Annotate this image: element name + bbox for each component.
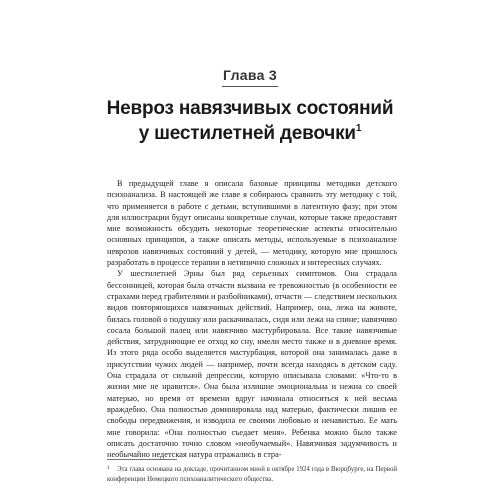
footnote-reference: 1 <box>355 123 362 134</box>
paragraph-2: У шестилетней Эрны был ряд серьезных симптомов. Она страдала бессонницей, которая была отчасти вызвана ее тревожностью (в особенности ее страхами перед грабителями и разбойниками), отчасти — следствием нескольких видов повторяющихся навязчивых действий. Например, она, лежа на животе, билась головой о подушку или раскачивалась, сидя или лежа на спине; навязчиво сосала большой палец или навязчиво мастурбировала. Все такие навязчивые действия, затрудняющие ее отход ко сну, имели место также и в дневное время. Из этого ряда особо выделяется мастурбация, которой она занималась даже в присутствии чужих людей — например, почти всегда находясь в детском саду. Она страдала от сильной депрессии, которую описывала словами: «Что-то в жизни мне не нравится». Она была излишне эмоциональна и нежна со своей матерью, но время от времени вдруг начинала относиться к ней весьма враждебно. Она полностью доминировала над матерью, фактически лишив ее свободы передвижения, и изводила ее своими любовью и ненавистью. Ее мать мне говорила: «Она полностью съедает меня». Ребенка можно было также описать достаточно точно словом «необучаемый». Навязчивая задумчивость и необычайно недетская натура отражались в стра- <box>107 269 397 460</box>
chapter-title-line-2-text: у шестилетней девочки <box>138 123 356 144</box>
footnote-text: Эта глава основана на докладе, прочитанном мной в октябре 1924 года в Вюрцбурге, на Первой конференции Немецкого психоаналитического общества. <box>107 466 397 483</box>
body-text <box>107 178 397 460</box>
footnote: 1 Эта глава основана на докладе, прочитанном мной в октябре 1924 года в Вюрцбурге, на Первой конференции Немецкого психоаналитического общества. <box>107 465 397 483</box>
chapter-title <box>0 96 500 146</box>
chapter-title-line-2 <box>0 121 500 146</box>
chapter-title-line-1: Невроз навязчивых состояний <box>106 98 394 119</box>
chapter-label: Глава 3 <box>223 67 277 83</box>
paragraph-1: В предыдущей главе я описала базовые принципы методики детского психоанализа. В настоящей же главе я собираюсь сравнить эту методику с той, что применяется в работе с детьми, вступившими в латентную фазу; при этом для иллюстрации будут описаны конкретные случаи, которые также предоставят мне возможность обсудить некоторые теоретические аспекты относительно основных принципов, а также описать методы, используемые в психоанализе неврозов навязчивых состояний у детей, — методику, которую мне пришлось разработать в процессе терапии в нетипично сложных и интересных случаях. <box>107 179 397 268</box>
chapter-divider <box>222 86 278 87</box>
footnote-divider <box>107 459 177 460</box>
